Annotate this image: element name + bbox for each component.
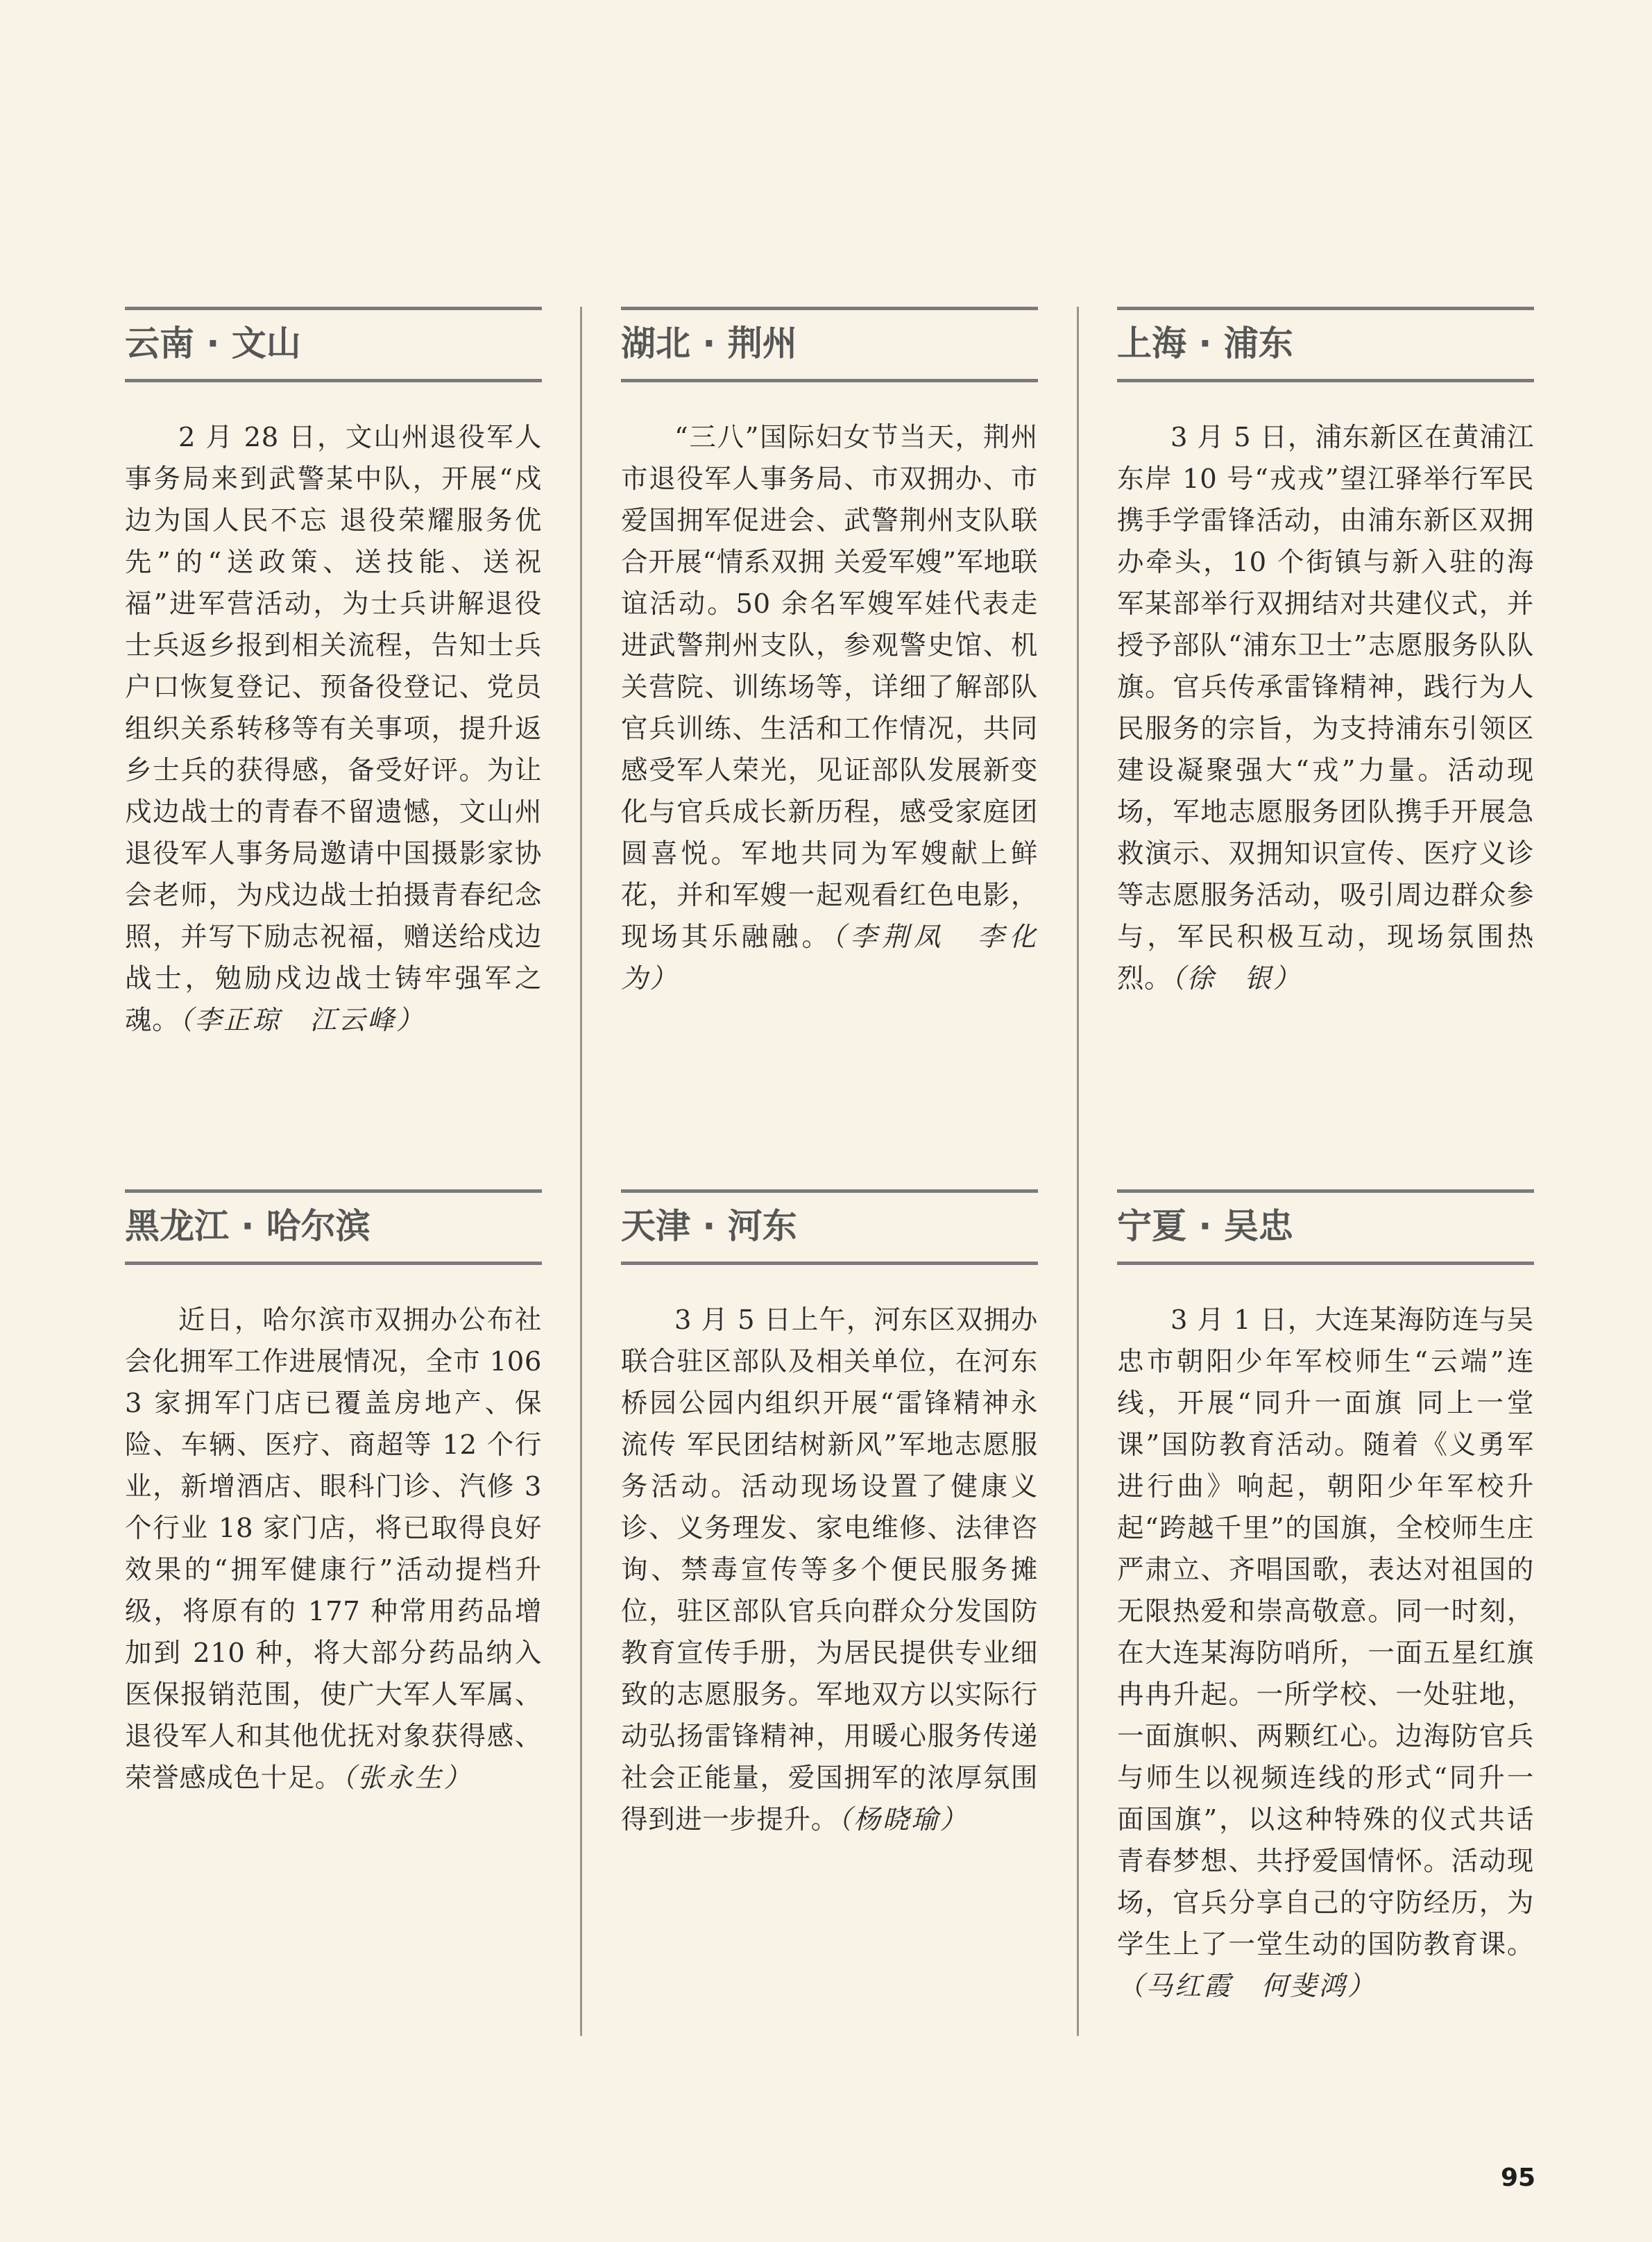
title-rule-bottom [1117, 1262, 1534, 1265]
column-divider-left [580, 307, 582, 2036]
article-tianjin-hedong [621, 1189, 1038, 1841]
article-title: 天津 · 河东 [621, 1206, 797, 1246]
article-text: 2 月 28 日，文山州退役军人事务局来到武警某中队，开展“戍边为国人民不忘 退役荣耀服务优先”的“送政策、送技能、送祝福”进军营活动，为士兵讲解退役士兵返乡报到相关流程，告知士兵户口恢复登记、预备役登记、党员组织关系转移等有关事项，提升返乡士兵的获得感，备受好评。为让戍边战士的青春不留遗憾，文山州退役军人事务局邀请中国摄影家协会老师，为戍边战士拍摄青春纪念照，并写下励志祝福，赠送给戍边战士，勉励戍边战士铸牢强军之魂。 [125, 422, 542, 1036]
article-title: 黑龙江 · 哈尔滨 [125, 1206, 371, 1246]
article-text: “三八”国际妇女节当天，荆州市退役军人事务局、市双拥办、市爱国拥军促进会、武警荆州支队联合开展“情系双拥 关爱军嫂”军地联谊活动。50 余名军嫂军娃代表走进武警荆州支队，参观警史馆、机关营院、训练场等，详细了解部队官兵训练、生活和工作情况，共同感受军人荣光，见证部队发展新变化与官兵成长新历程，感受家庭团圆喜悦。军地共同为军嫂献上鲜花，并和军嫂一起观看红色电影，现场其乐融融。 [621, 422, 1038, 953]
article-byline: （马红霞 何斐鸿） [1117, 1971, 1377, 2002]
article-body [621, 1300, 1038, 1841]
title-rule-bottom [125, 1262, 542, 1265]
title-rule-bottom [621, 1262, 1038, 1265]
article-title: 上海 · 浦东 [1117, 323, 1293, 364]
article-shanghai-pudong [1117, 307, 1534, 1000]
article-heilongjiang-harbin [125, 1189, 542, 1799]
article-title: 宁夏 · 吴忠 [1117, 1206, 1293, 1246]
article-text: 3 月 1 日，大连某海防连与吴忠市朝阳少年军校师生“云端”连线，开展“同升一面旗 同上一堂课”国防教育活动。随着《义勇军进行曲》响起，朝阳少年军校升起“跨越千里”的国旗，全校师生庄严肃立、齐唱国歌，表达对祖国的无限热爱和崇高敬意。同一时刻，在大连某海防哨所，一面五星红旗冉冉升起。一所学校、一处驻地，一面旗帜、两颗红心。边海防官兵与师生以视频连线的形式“同升一面国旗”，以这种特殊的仪式共话青春梦想、共抒爱国情怀。活动现场，官兵分享自己的守防经历，为学生上了一堂生动的国防教育课。 [1117, 1305, 1534, 1960]
article-title: 云南 · 文山 [125, 323, 301, 364]
article-body [125, 417, 542, 1042]
title-rule-bottom [125, 379, 542, 382]
article-body [125, 1300, 542, 1799]
title-rule-bottom [621, 379, 1038, 382]
article-text: 近日，哈尔滨市双拥办公布社会化拥军工作进展情况，全市 1063 家拥军门店已覆盖房地产、保险、车辆、医疗、商超等 12 个行业，新增酒店、眼科门诊、汽修 3 个行业 18 家门店，将已取得良好效果的“拥军健康行”活动提档升级，将原有的 177 种常用药品增加到 210 种，将大部分药品纳入医保报销范围，使广大军人军属、退役军人和其他优抚对象获得感、荣誉感成色十足。 [125, 1305, 542, 1794]
article-body [1117, 1300, 1534, 2007]
article-text: 3 月 5 日上午，河东区双拥办联合驻区部队及相关单位，在河东桥园公园内组织开展“雷锋精神永流传 军民团结树新风”军地志愿服务活动。活动现场设置了健康义诊、义务理发、家电维修、法律咨询、禁毒宣传等多个便民服务摊位，驻区部队官兵向群众分发国防教育宣传手册，为居民提供专业细致的志愿服务。军地双方以实际行动弘扬雷锋精神，用暖心服务传递社会正能量，爱国拥军的浓厚氛围得到进一步提升。 [621, 1305, 1038, 1835]
article-body [621, 417, 1038, 1000]
article-byline: （徐 银） [1171, 963, 1302, 994]
article-hubei-jingzhou [621, 307, 1038, 1000]
article-byline: （李荆凤 李化为） [621, 922, 1038, 994]
title-rule-bottom [1117, 379, 1534, 382]
article-body [1117, 417, 1534, 1000]
column-divider-right [1077, 307, 1079, 2036]
article-byline: （李正琼 江云峰） [179, 1005, 425, 1036]
page-number: 95 [1501, 2164, 1536, 2192]
article-title: 湖北 · 荆州 [621, 323, 797, 364]
article-yunnan-wenshan [125, 307, 542, 1042]
article-text: 3 月 5 日，浦东新区在黄浦江东岸 10 号“戎戎”望江驿举行军民携手学雷锋活动，由浦东新区双拥办牵头，10 个街镇与新入驻的海军某部举行双拥结对共建仪式，并授予部队“浦东卫士”志愿服务队队旗。官兵传承雷锋精神，践行为人民服务的宗旨，为支持浦东引领区建设凝聚强大“戎”力量。活动现场，军地志愿服务团队携手开展急救演示、双拥知识宣传、医疗义诊等志愿服务活动，吸引周边群众参与，军民积极互动，现场氛围热烈。 [1117, 422, 1534, 994]
article-byline: （张永生） [341, 1763, 473, 1794]
article-ningxia-wuzhong [1117, 1189, 1534, 2007]
article-byline: （杨晓瑜） [837, 1804, 969, 1835]
